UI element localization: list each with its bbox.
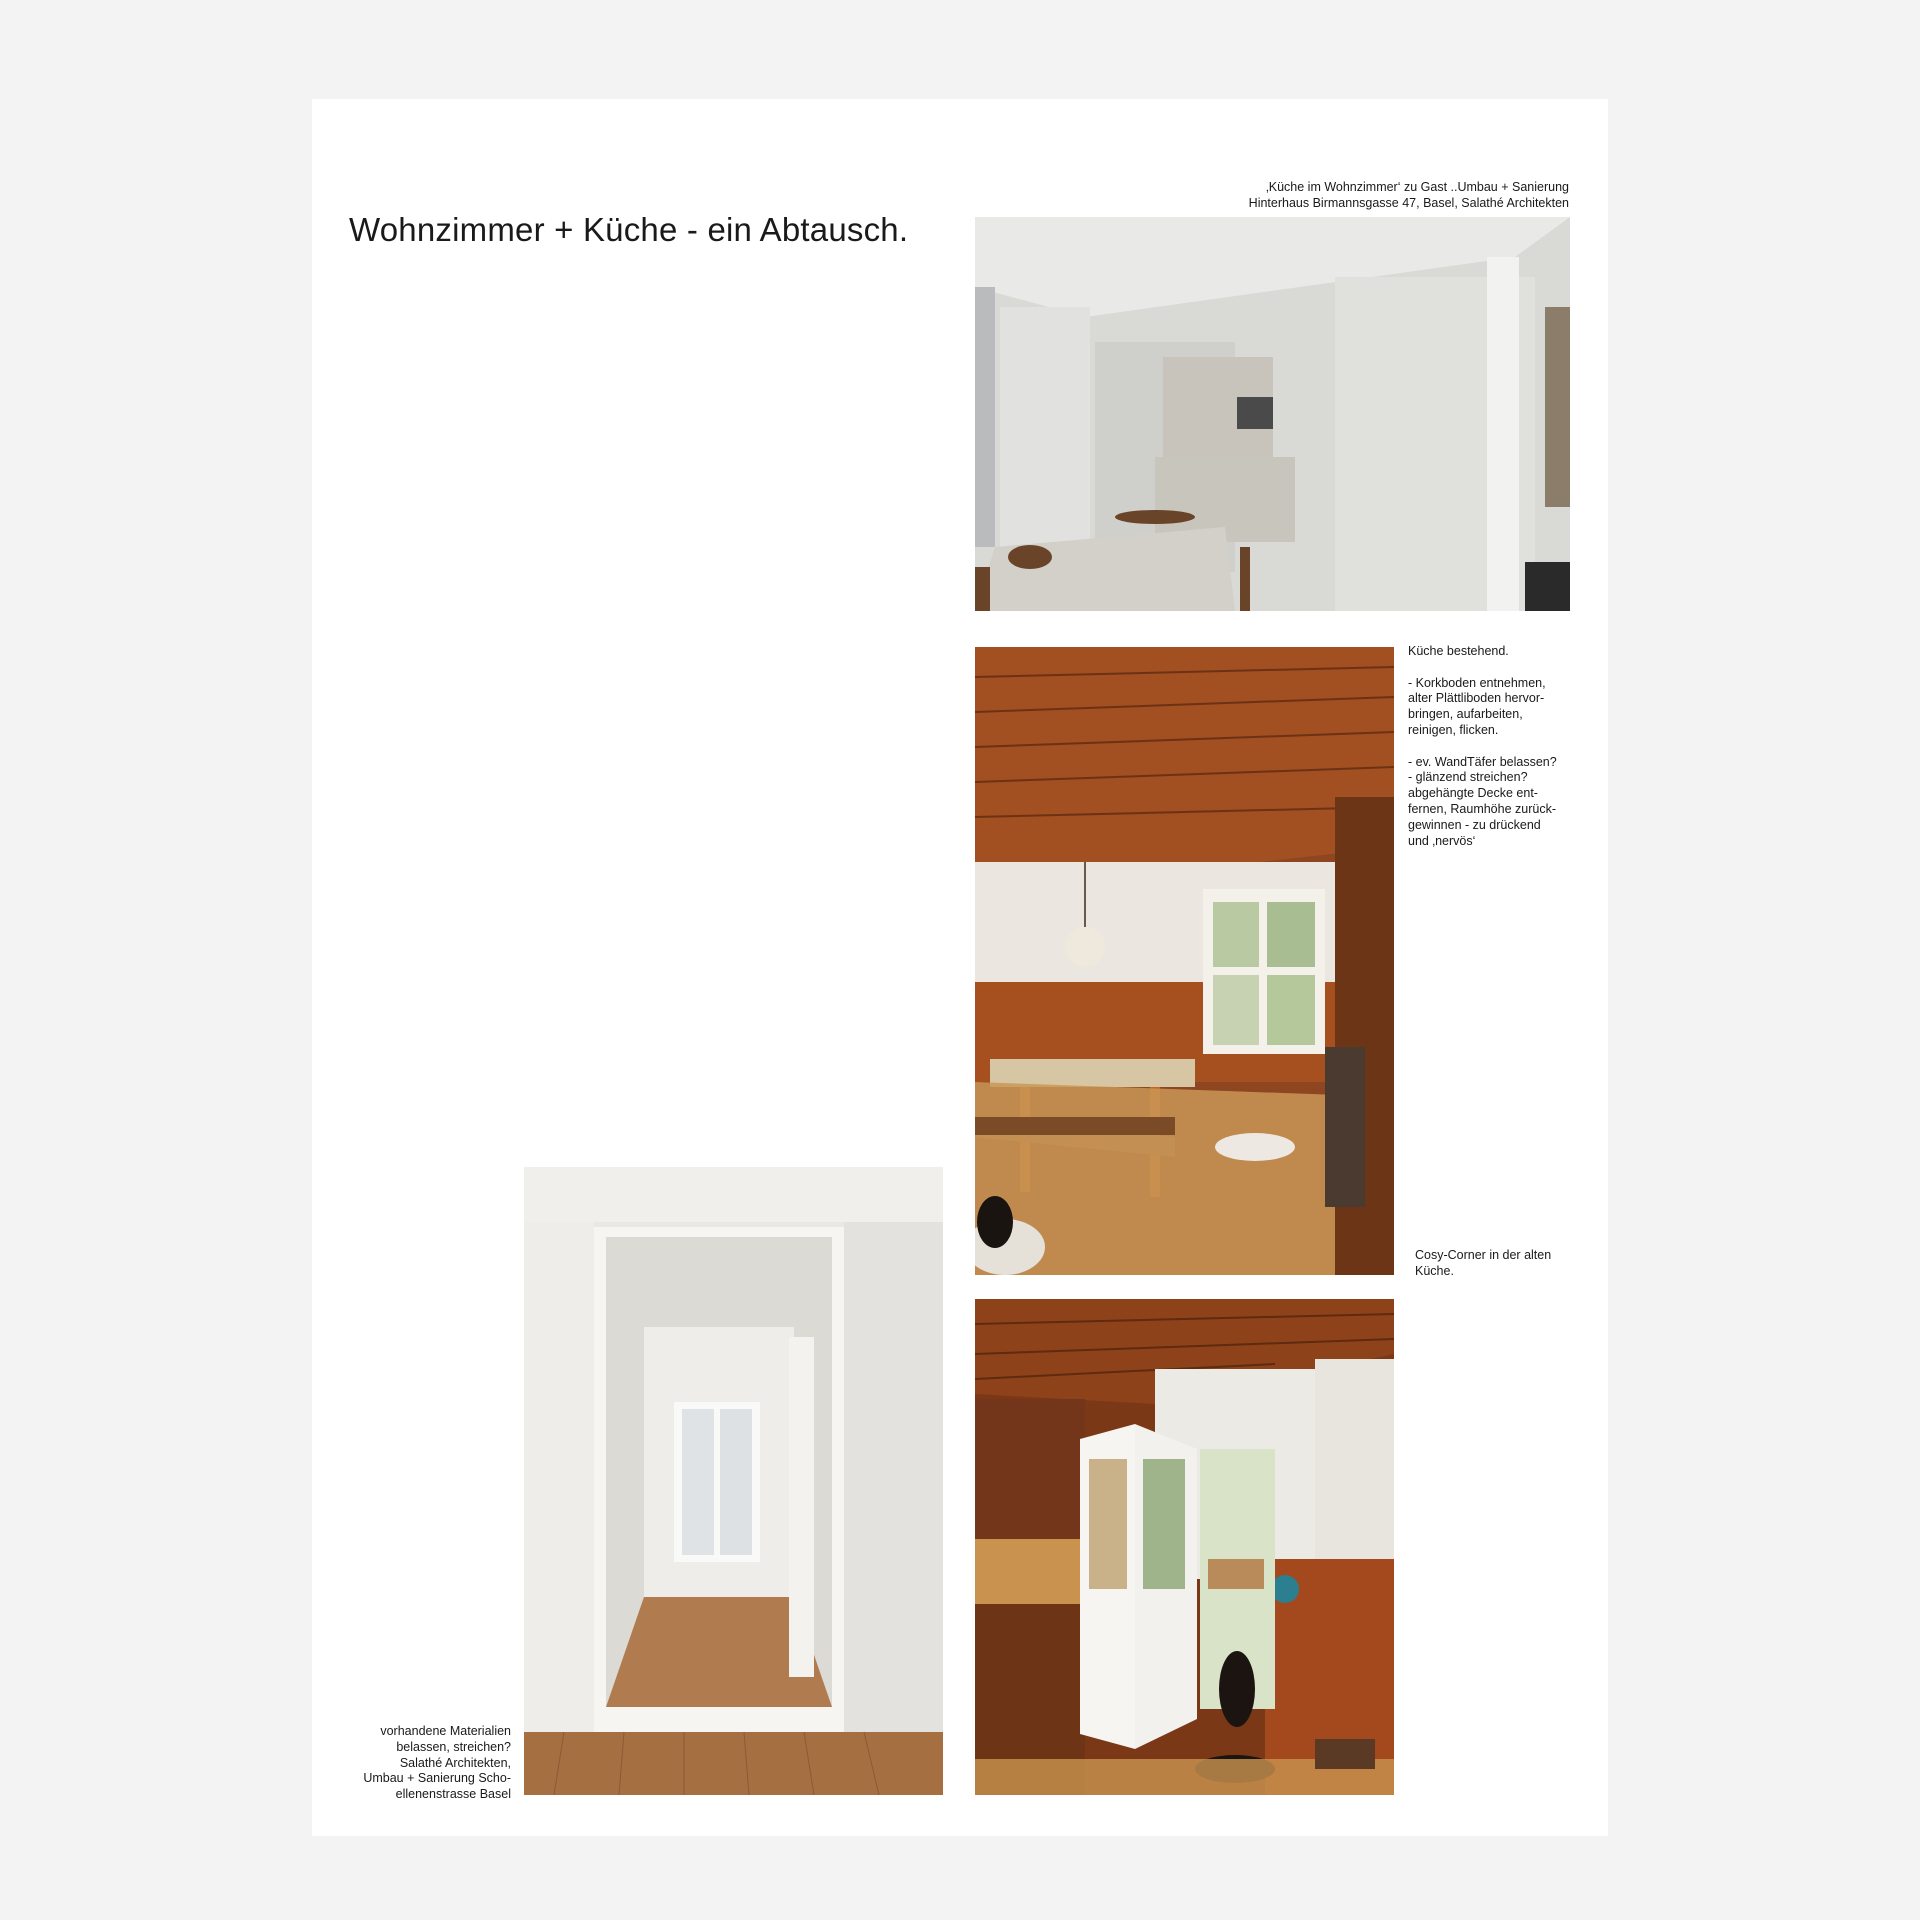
caption-existing-materials: vorhandene Materialien belassen, streichen? Salathé Architekten, Umbau + Sanierung Scho- ellenenstrasse Basel: [363, 1724, 511, 1802]
photo-old-kitchen-door: [975, 1299, 1394, 1795]
page-title: Wohnzimmer + Küche - ein Abtausch.: [349, 211, 909, 248]
caption-cosy-corner: Cosy-Corner in der alten Küche.: [1415, 1248, 1552, 1278]
photo-existing-kitchen: [975, 647, 1394, 1275]
document-page: [312, 99, 1608, 1836]
caption-existing-kitchen-notes: Küche bestehend. - Korkboden entnehmen, alter Plättliboden hervor- bringen, aufarbeiten, reinigen, flicken. - ev. WandTäfer belassen? - glänzend streichen? abgehängte Decke ent- fernen, Raumhöhe zurück- gewinnen - zu drückend und ‚nervös‘: [1408, 644, 1557, 848]
photo-modern-kitchen: [975, 217, 1570, 611]
caption-reference-project: ‚Küche im Wohnzimmer‘ zu Gast ..Umbau + Sanierung Hinterhaus Birmannsgasse 47, Basel, Salathé Architekten: [1248, 180, 1569, 210]
photo-renovated-corridor: [524, 1167, 943, 1795]
